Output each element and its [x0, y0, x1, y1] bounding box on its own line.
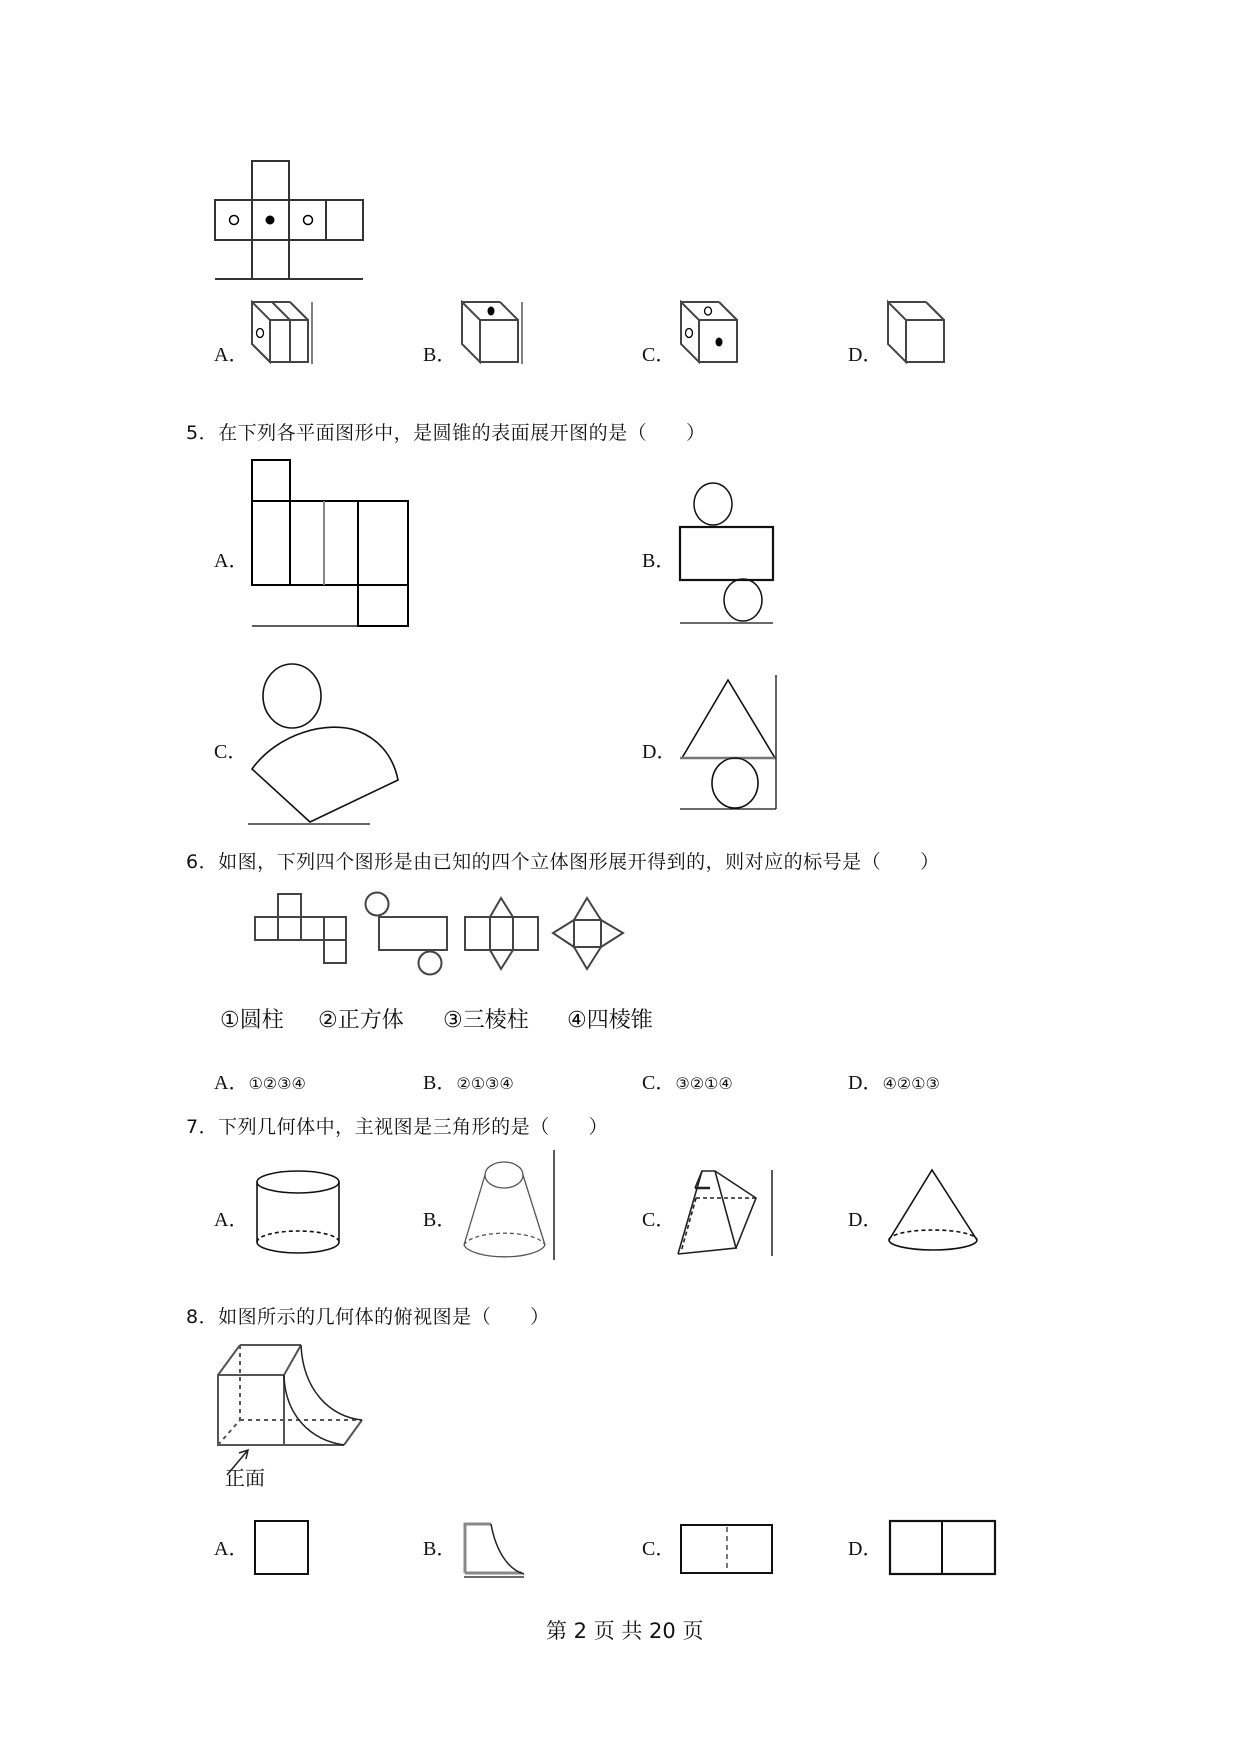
- q5-option-b-label: B．: [642, 550, 676, 572]
- q4-cube-net-figure: [215, 160, 375, 280]
- q6-option-b-value: ②①③④: [456, 1074, 514, 1093]
- q4-option-c-label: C．: [642, 344, 676, 366]
- q5-option-c-cone-net[interactable]: [248, 665, 398, 815]
- q6-figure-label-3: ③三棱柱: [443, 1008, 529, 1033]
- q8-option-b-curved-shape[interactable]: [464, 1522, 564, 1582]
- q4-option-b-label: B．: [423, 344, 457, 366]
- q8-number: 8．: [186, 1306, 219, 1328]
- q6-number: 6．: [186, 851, 219, 873]
- q6-option-d[interactable]: [848, 1066, 940, 1095]
- q5-option-a-cube-net[interactable]: [252, 460, 412, 630]
- q7-option-d-label: D．: [848, 1209, 883, 1231]
- q5-option-b-cylinder-net[interactable]: [680, 482, 790, 627]
- q8-option-a-square[interactable]: [254, 1520, 314, 1580]
- q6-option-d-label: D．: [848, 1072, 883, 1094]
- q6-option-a-label: A．: [214, 1072, 249, 1094]
- q8-option-c-label: C．: [642, 1538, 676, 1560]
- q8-option-d-label: D．: [848, 1538, 883, 1560]
- q5-question: [186, 418, 706, 445]
- q5-option-c-label: C．: [214, 741, 248, 763]
- q7-option-b-label: B．: [423, 1209, 457, 1231]
- q4-option-a-cube[interactable]: [252, 302, 314, 364]
- q6-option-d-value: ④②①③: [882, 1074, 940, 1093]
- q6-text: 如图，下列四个图形是由已知的四个立体图形展开得到的，则对应的标号是（ ）: [218, 851, 940, 873]
- q7-option-a-label: A．: [214, 1209, 249, 1231]
- q6-question: [186, 847, 940, 874]
- q4-option-a-label: A．: [214, 344, 249, 366]
- q6-option-c-value: ③②①④: [675, 1074, 733, 1093]
- q8-option-b-label: B．: [423, 1538, 457, 1560]
- q7-option-c-label: C．: [642, 1209, 676, 1231]
- q5-option-d-label: D．: [642, 741, 677, 763]
- q4-option-d-label: D．: [848, 344, 883, 366]
- q7-text: 下列几何体中，主视图是三角形的是（ ）: [218, 1116, 609, 1138]
- q5-option-a-label: A．: [214, 550, 249, 572]
- q6-figure-label-2: ②正方体: [318, 1008, 404, 1033]
- q6-option-a-value: ①②③④: [248, 1074, 306, 1093]
- q8-option-a-label: A．: [214, 1538, 249, 1560]
- q5-number: 5．: [186, 422, 219, 444]
- q8-solid-figure: [215, 1345, 375, 1475]
- q7-option-b-frustum[interactable]: [462, 1150, 562, 1262]
- q6-option-b[interactable]: [423, 1066, 514, 1095]
- q7-option-c-pyramid-frustum[interactable]: [678, 1170, 778, 1260]
- q4-option-d-cube[interactable]: [888, 302, 950, 364]
- q7-option-a-cylinder[interactable]: [254, 1170, 344, 1260]
- q8-option-d-rectangle-solid[interactable]: [889, 1520, 999, 1580]
- q4-option-b-cube[interactable]: [462, 302, 524, 364]
- q5-text: 在下列各平面图形中，是圆锥的表面展开图的是（ ）: [218, 422, 706, 444]
- q4-option-c-cube[interactable]: [681, 302, 743, 364]
- q6-option-b-label: B．: [423, 1072, 457, 1094]
- q5-option-d-triangle-circle[interactable]: [680, 675, 790, 815]
- page-footer: 第 2 页 共 20 页: [546, 1619, 704, 1643]
- q8-option-c-rectangle-dashed[interactable]: [680, 1524, 780, 1579]
- q6-figure-label-1: ①圆柱: [220, 1008, 284, 1033]
- q7-number: 7．: [186, 1116, 219, 1138]
- q8-text: 如图所示的几何体的俯视图是（ ）: [218, 1306, 550, 1328]
- q7-question: [186, 1112, 608, 1139]
- q8-front-label: 正面: [225, 1466, 265, 1490]
- q8-question: [186, 1302, 550, 1329]
- q6-figure-label-4: ④四棱锥: [567, 1008, 653, 1033]
- q6-option-c-label: C．: [642, 1072, 676, 1094]
- q6-option-a[interactable]: [214, 1066, 306, 1095]
- q6-option-c[interactable]: [642, 1066, 733, 1095]
- q7-option-d-cone[interactable]: [887, 1168, 987, 1258]
- q6-four-nets-figure: [255, 893, 675, 993]
